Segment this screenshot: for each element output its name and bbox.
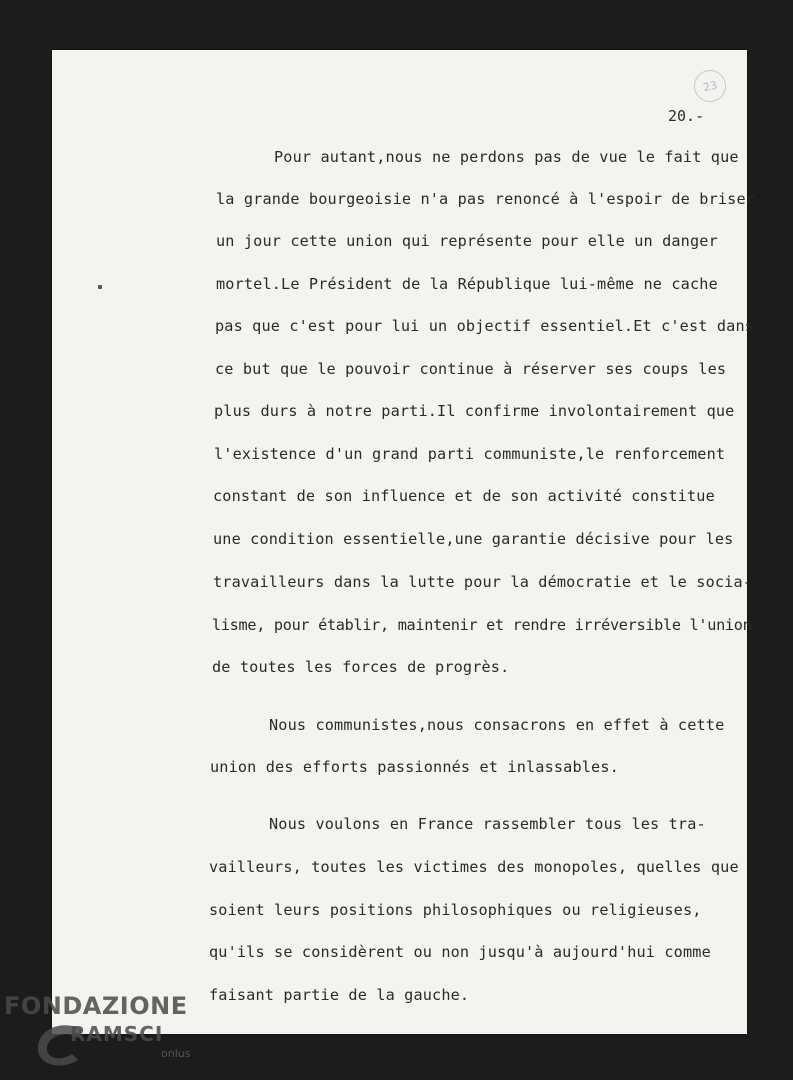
text-line: constant de son influence et de son activité constitue — [213, 487, 715, 505]
text-line: faisant partie de la gauche. — [209, 986, 470, 1004]
watermark-subtitle: onlus — [161, 1047, 191, 1060]
watermark-brand: RAMSCI — [70, 1022, 164, 1046]
text-line: Nous communistes,nous consacrons en effet à cette — [269, 716, 725, 734]
text-line: plus durs à notre parti.Il confirme involontairement que — [214, 402, 735, 420]
page-number: 20.- — [668, 107, 705, 125]
text-line: un jour cette union qui représente pour elle un danger — [216, 232, 718, 250]
text-line: mortel.Le Président de la République lui-même ne cache — [216, 275, 718, 293]
text-line: l'existence d'un grand parti communiste,le renforcement — [214, 445, 726, 463]
text-line: Nous voulons en France rassembler tous les tra- — [269, 815, 706, 833]
text-line: Pour autant,nous ne perdons pas de vue le fait que — [274, 148, 739, 166]
text-line: vailleurs, toutes les victimes des monopoles, quelles que — [209, 858, 739, 876]
text-line: ce but que le pouvoir continue à réserver ses coups les — [215, 360, 727, 378]
margin-mark — [98, 285, 102, 289]
text-line: lisme, pour établir, maintenir et rendre irréversible l'union — [212, 616, 752, 634]
text-line: union des efforts passionnés et inlassables. — [210, 758, 619, 776]
fondazione-gramsci-watermark — [4, 992, 204, 1077]
text-line: soient leurs positions philosophiques ou religieuses, — [209, 901, 702, 919]
watermark-title: FONDAZIONE — [4, 992, 188, 1020]
text-line: la grande bourgeoisie n'a pas renoncé à l'espoir de briser — [216, 190, 756, 208]
stamp-text: 23 — [701, 78, 719, 94]
text-line: une condition essentielle,une garantie décisive pour les — [213, 530, 734, 548]
text-line: pas que c'est pour lui un objectif essentiel.Et c'est dans — [215, 317, 755, 335]
text-line: qu'ils se considèrent ou non jusqu'à aujourd'hui comme — [209, 943, 711, 961]
text-line: travailleurs dans la lutte pour la démocratie et le socia- — [213, 573, 753, 591]
text-line: de toutes les forces de progrès. — [212, 658, 510, 676]
